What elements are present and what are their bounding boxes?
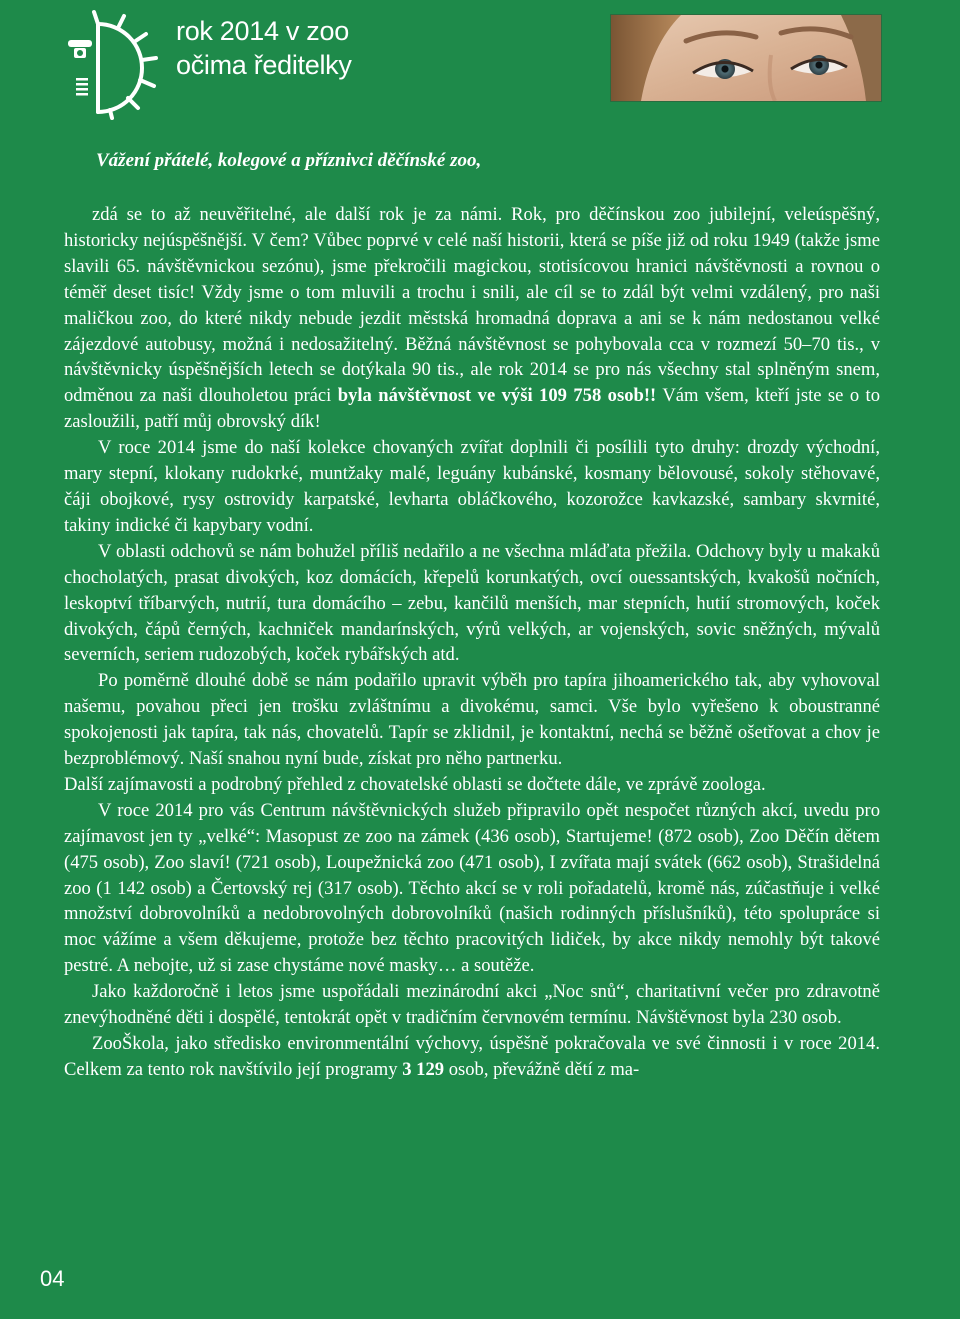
paragraph-8-text-end: osob, převážně dětí z ma- xyxy=(444,1058,640,1080)
paragraph-8 xyxy=(64,1031,880,1083)
page-number: 04 xyxy=(40,1266,65,1291)
paragraph-2: V roce 2014 jsme do naší kolekce chovaných zvířat doplnili či posílili tyto druhy: drozdy východní, mary stepní, klokany rudokrké, muntžaky malé, leguány kubánské, kosmany bělovousé, sokoly stěhovavé, čáji obojkové, rysy ostrovidy karpatské, levharta obláčkového, kozorožce kavkazské, sambary skvrnité, takiny indické či kapybary vodní. xyxy=(64,437,880,536)
paragraph-3: V oblasti odchovů se nám bohužel příliš nedařilo a ne všechna mláďata přežila. Odchovy byly u makaků chocholatých, prasat divokých, koz domácích, křepelů korunkatých, ovcí ouessantských, kvakošů nočních, leskoptví tříbarvých, nutrií, tura domácího – zebu, kančilů menších, mar stepních, hutií stromových, koček divokých, čápů černých, kachniček mandarínských, výrů velkých, ar vojenských, sovic sněžných, mývalů severních, seriem rudozobých, koček rybářských atd. xyxy=(64,540,880,666)
section-title xyxy=(176,14,352,82)
paragraph-1-text: zdá se to až neuvěřitelné, ale další rok je za námi. Rok, pro děčínskou zoo jubilejní, veleúspěšný, historicky nejúspěšnější. V čem? Vůbec poprvé v celé naší historii, která se píše již od roku 1949 (takže jsme slavili 65. návštěvnickou sezónu), jsme překročili magickou, stotisícovou hranici návštěvnosti a rovnou o téměř deset tisíc! Vždy jsme o tom mluvili a trochu i snili, ale cíl se to zdál být velmi vzdálený, pro naši maličkou zoo, do které nikdy nebude jezdit městská hromadná doprava a ani se k nám nedostanou velké zájezdové autobusy, možná i nedosažitelný. Běžná návštěvnost se pohybovala cca v rozmezí 50–70 tis., v návštěvnicky úspěšnějších letech se dotýkala 90 tis., ale rok 2014 se pro nás všechny stal splněným snem, odměnou za naši dlouholetou práci xyxy=(64,204,880,407)
paragraph-4: Po poměrně dlouhé době se nám podařilo upravit výběh pro tapíra jihoamerického tak, aby vyhovoval našemu, povahou přeci jen trošku zvláštnímu a divokému, samci. Vše bylo vyřešeno k oboustranné spokojenosti jak tapíra, tak nás, chovatelů. Tapír se zklidnil, je kontaktní, nechá se běžně ošetřovat a chov je bezproblémový. Naší snahou nyní bude, získat pro něho partnerku. xyxy=(64,670,880,770)
article-body xyxy=(64,202,880,1083)
greeting-line: Vážení přátelé, kolegové a příznivci děčínské zoo, xyxy=(96,150,482,171)
paragraph-5: Další zajímavosti a podrobný přehled z chovatelské oblasti se dočtete dále, ve zprávě zoologa. xyxy=(64,773,766,795)
paragraph-1 xyxy=(64,202,880,435)
zoo-logo-icon xyxy=(58,8,170,120)
paragraph-8-bold: 3 129 xyxy=(402,1058,445,1080)
paragraph-1-bold: byla návštěvnost ve výši 109 758 osob!! xyxy=(337,385,657,407)
title-line-2: očima ředitelky xyxy=(176,50,352,80)
paragraph-6: V roce 2014 pro vás Centrum návštěvnických služeb připravilo opět nespočet různých akcí, uvedu pro zajímavost jen ty „velké“: Masopust ze zoo na zámek (436 osob), Startujeme! (872 osob), Zoo Děčín dětem (475 osob), Zoo slaví! (721 osob), Loupežnická zoo (471 osob), I zvířata mají svátek (662 osob), Strašidelná zoo (1 142 osob) a Čertovský rej (317 osob). Těchto akcí se v roli pořadatelů, kromě nás, zúčastňuje i velké množství dobrovolníků a nedobrovolných dobrovolníků (našich rodinných příslušníků), této spolupráce si moc vážíme a všem děkujeme, protože bez těchto pracovitých lidiček, by akce nikdy nemohly být takové pestré. A nebojte, už si zase chystáme nové masky… a soutěže. xyxy=(64,799,880,977)
paragraph-1-text-end: Vám všem, kteří jste se o to zasloužili, patří můj obrovský dík! xyxy=(64,385,881,433)
paragraph-8-text: ZooŠkola, jako středisko environmentální výchovy, úspěšně pokračovala ve své činnosti i v roce 2014. Celkem za tento rok navštívilo její programy xyxy=(64,1033,880,1080)
director-portrait-image xyxy=(610,14,882,102)
title-line-1: rok 2014 v zoo xyxy=(176,16,349,46)
paragraph-7: Jako každoročně i letos jsme uspořádali mezinárodní akci „Noc snů“, charitativní večer pro zdravotně znevýhodněné děti i dospělé, tentokrát opět v tradičním červnovém termínu. Návštěvnost byla 230 osob. xyxy=(64,981,880,1029)
